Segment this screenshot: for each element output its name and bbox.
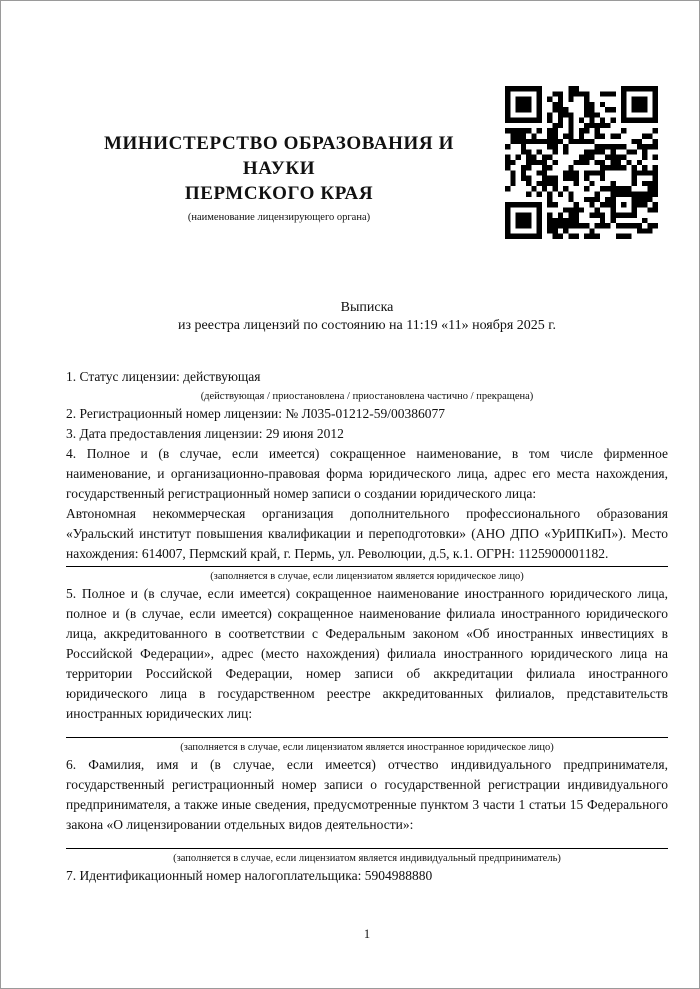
- item-7-taxpayer-number: 7. Идентификационный номер налогоплательщика: 5904988880: [66, 868, 433, 883]
- item-4-legal-entity-value: Автономная некоммерческая организация дополнительного профессионального образования «Уральский институт повышения квалификации и переподготовки» (АНО ДПО «УрИПКиП»). Место нахождения: 614007, Пермский край, г. Пермь, ул. Революции, д.5, к.1. ОГРН: 1125900001182.: [66, 506, 668, 561]
- licensing-authority-caption: (наименование лицензирующего органа): [187, 212, 371, 223]
- licensing-authority-name-line1: МИНИСТЕРСТВО ОБРАЗОВАНИЯ И НАУКИ: [104, 133, 454, 179]
- item-2-registration-number: 2. Регистрационный номер лицензии: № Л035-01212-59/00386077: [66, 406, 446, 421]
- item-6-entrepreneur-label: 6. Фамилия, имя и (в случае, если имеется) отчество индивидуального предпринимателя, государственный регистрационный номер записи о государственной регистрации индивидуального предпринимателя, а также иные сведения, предусмотренные пунктом 3 части 1 статьи 15 Федерального закона «О лицензировании отдельных видов деятельности»:: [66, 757, 668, 832]
- document-body: [66, 367, 668, 886]
- qr-code-icon: [503, 86, 660, 239]
- document-title-line2: из реестра лицензий по состоянию на 11:19 «11» ноября 2025 г.: [178, 318, 556, 333]
- licensing-authority-name-line2: ПЕРМСКОГО КРАЯ: [184, 183, 374, 204]
- item-5-foreign-entity-label: 5. Полное и (в случае, если имеется) сокращенное наименование иностранного юридического лица, полное и (в случае, если имеется) сокращенное наименование филиала иностранного юридического лица, аккредитованного в соответствии с Федеральным законом «Об иностранных инвестициях в Российской Федерации», адрес (место нахождения) филиала иностранного юридического лица на территории Российской Федерации, номер записи об аккредитации филиала иностранного юридического лица в государственном реестре аккредитованных филиалов, представительств иностранных юридических лиц:: [66, 586, 668, 721]
- item-5-caption: (заполняется в случае, если лицензиатом является иностранное юридическое лицо): [180, 742, 554, 753]
- item-3-license-date: 3. Дата предоставления лицензии: 29 июня 2012: [66, 426, 344, 441]
- item-4-caption: (заполняется в случае, если лицензиатом является юридическое лицо): [210, 571, 524, 582]
- item-6-caption: (заполняется в случае, если лицензиатом является индивидуальный предприниматель): [173, 853, 561, 864]
- item-4-fill-line: [66, 566, 668, 567]
- licensing-authority-block: [66, 131, 492, 224]
- item-6-fill-line: [66, 848, 668, 849]
- item-1-caption: (действующая / приостановлена / приостановлена частично / прекращена): [200, 391, 534, 402]
- item-4-legal-entity-label: 4. Полное и (в случае, если имеется) сокращенное наименование, в том числе фирменное наименование, и организационно-правовая форма юридического лица, адрес его места нахождения, государственный регистрационный номер записи о создании юридического лица:: [66, 446, 668, 501]
- item-1-license-status: 1. Статус лицензии: действующая: [66, 369, 261, 384]
- page-number: 1: [363, 927, 371, 941]
- document-title: [66, 299, 668, 335]
- item-5-fill-line: [66, 737, 668, 738]
- document-title-line1: Выписка: [340, 300, 394, 315]
